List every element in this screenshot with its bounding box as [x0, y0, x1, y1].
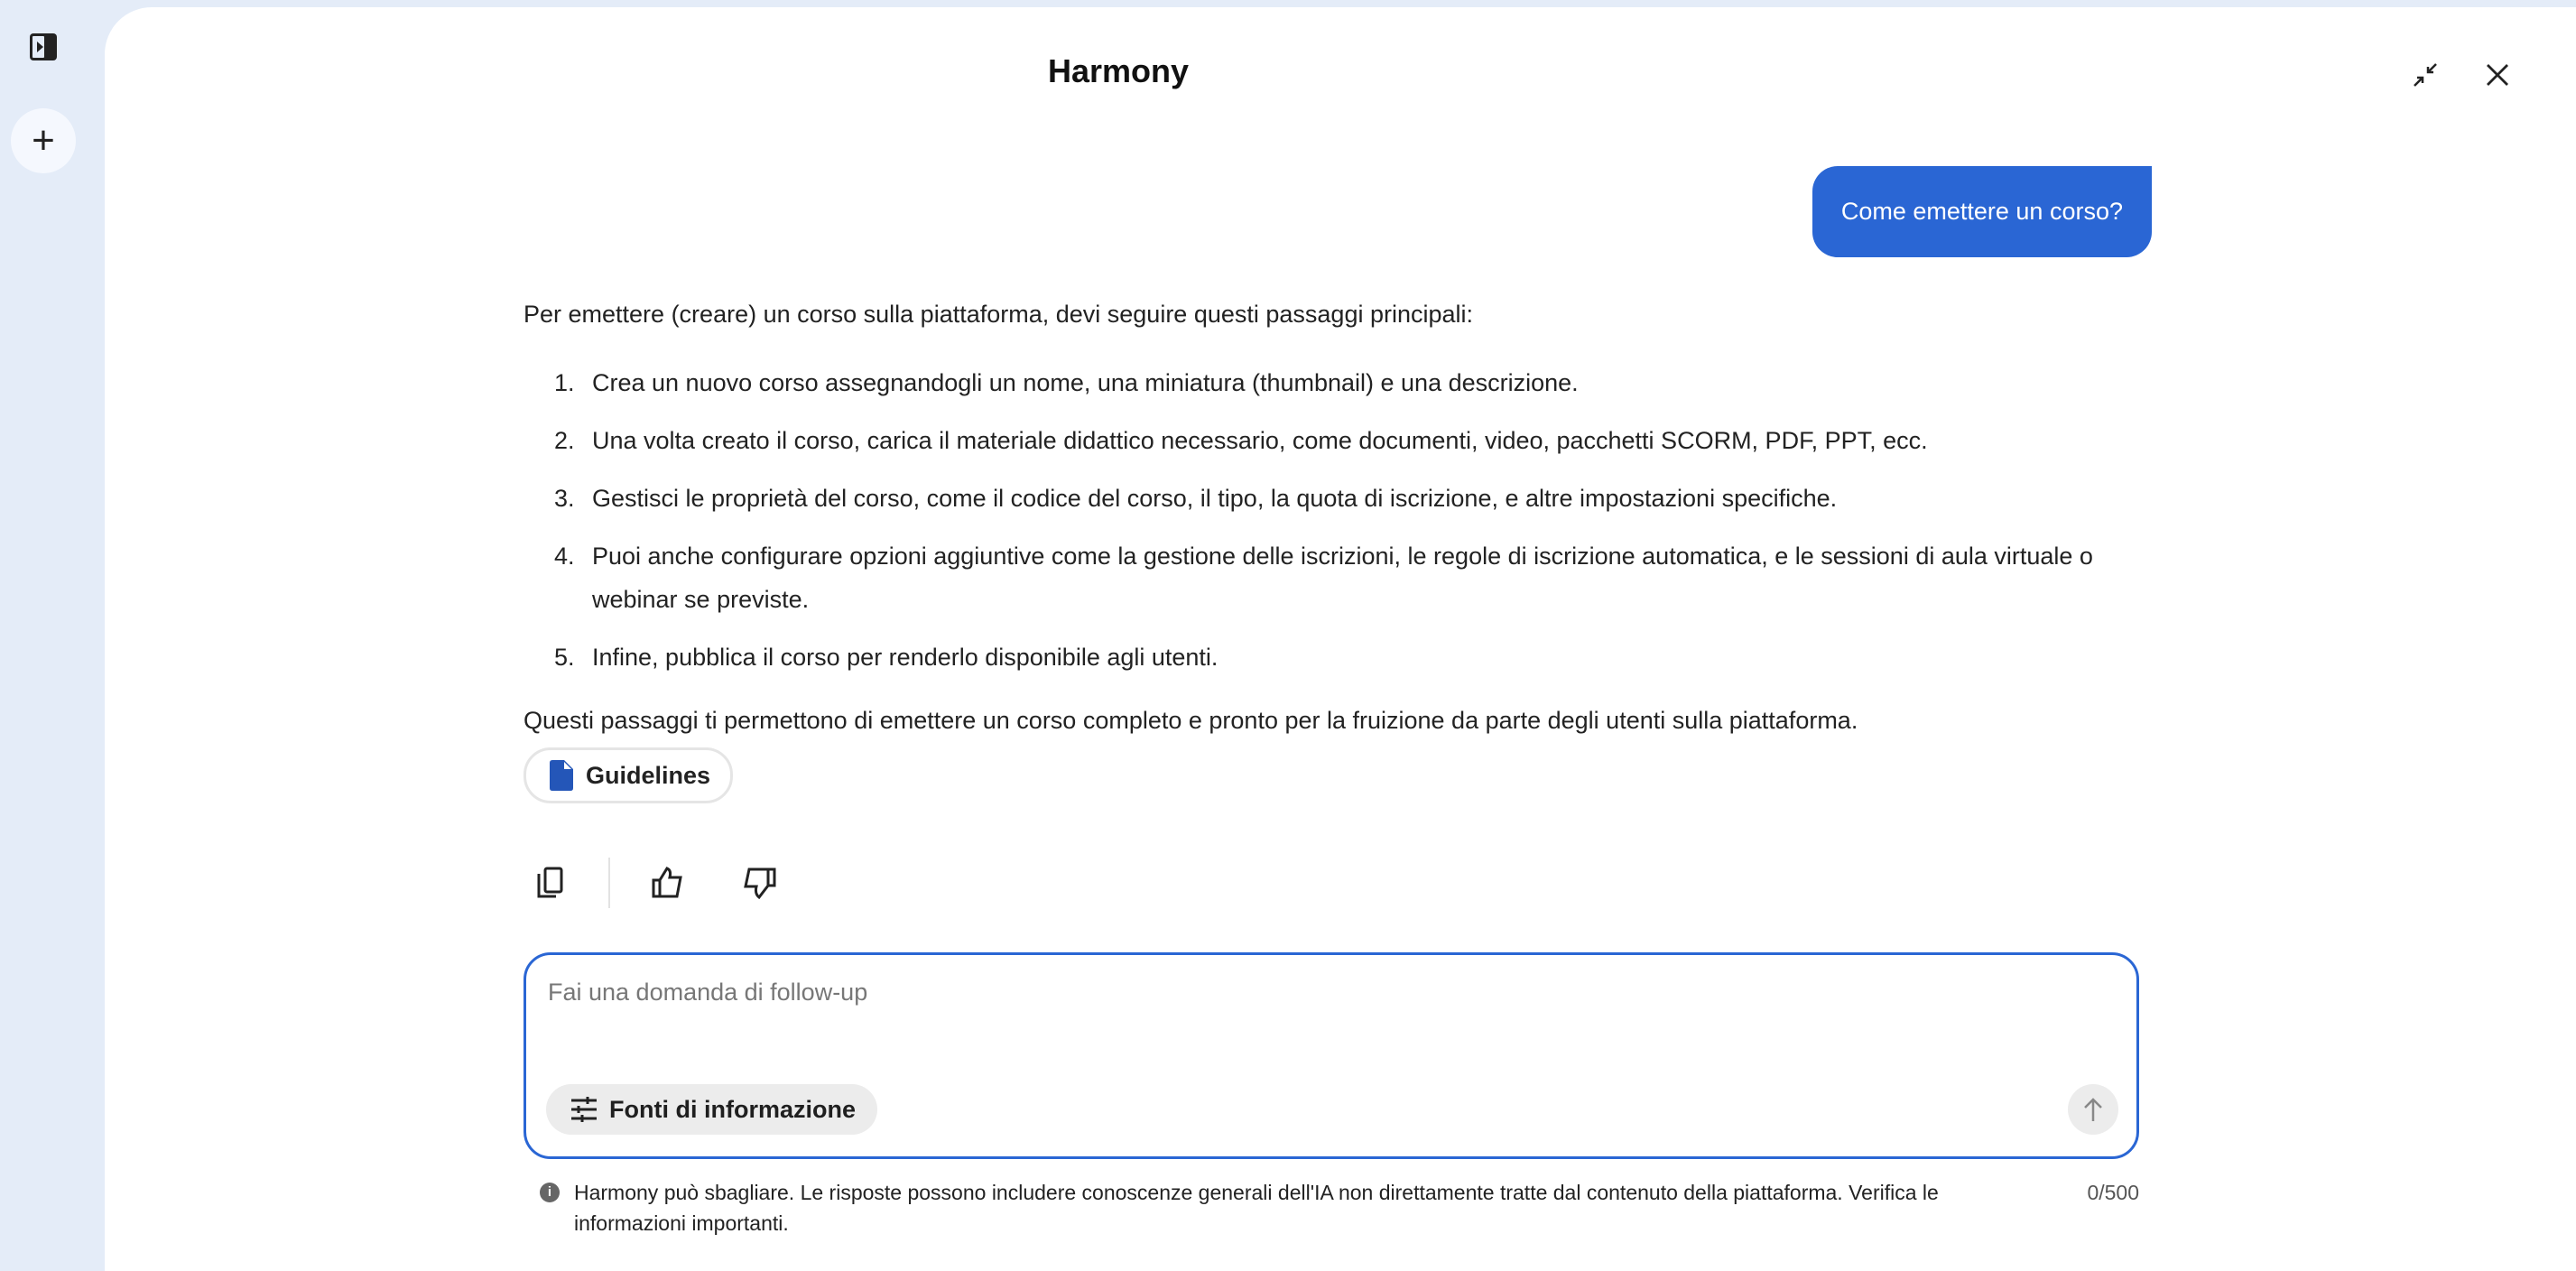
- thumbs-down-icon: [744, 867, 776, 899]
- new-chat-button[interactable]: [11, 108, 76, 173]
- user-message: Come emettere un corso?: [1812, 166, 2152, 257]
- minimize-button[interactable]: [2403, 52, 2448, 97]
- thumbs-up-button[interactable]: [641, 856, 695, 910]
- plus-icon: +: [32, 118, 55, 162]
- source-chip-label: Guidelines: [586, 762, 711, 789]
- assistant-answer: [524, 292, 2148, 804]
- copy-icon: [536, 867, 565, 899]
- thumbs-up-icon: [652, 867, 684, 899]
- document-icon: [550, 760, 573, 791]
- answer-actions: [524, 856, 787, 910]
- character-counter: 0/500: [2087, 1181, 2139, 1204]
- sources-button-label: Fonti di informazione: [609, 1095, 856, 1123]
- copy-button[interactable]: [524, 856, 578, 910]
- disclaimer-text: Harmony può sbagliare. Le risposte possono includere conoscenze generali dell'IA non direttamente tratte dal contenuto della piattaforma. Verifica le informazioni importanti.: [574, 1181, 1939, 1235]
- steps-list: [524, 361, 2148, 679]
- source-chip-guidelines[interactable]: [524, 747, 733, 803]
- close-button[interactable]: [2475, 52, 2520, 97]
- page-title: Harmony: [1047, 52, 1190, 89]
- divider: [608, 858, 610, 908]
- list-item: 5. Infine, pubblica il corso per renderlo disponibile agli utenti.: [581, 636, 2148, 679]
- arrow-up-icon: [2082, 1097, 2104, 1122]
- sliders-icon: [570, 1096, 598, 1123]
- thumbs-down-button[interactable]: [733, 856, 787, 910]
- answer-intro: Per emettere (creare) un corso sulla piattaforma, devi seguire questi passaggi principali:: [524, 301, 1474, 328]
- info-icon: i: [540, 1183, 560, 1202]
- list-item: 3. Gestisci le proprietà del corso, come il codice del corso, il tipo, la quota di iscrizione, e altre impostazioni specifiche.: [581, 477, 2148, 520]
- follow-up-input[interactable]: [546, 977, 2084, 1034]
- sources-button[interactable]: [546, 1084, 877, 1135]
- answer-outro: Questi passaggi ti permettono di emettere un corso completo e pronto per la fruizione da parte degli utenti sulla piattaforma.: [524, 707, 1858, 734]
- chat-panel: [105, 7, 2576, 1271]
- close-icon: [2486, 63, 2509, 87]
- sidebar-toggle-icon[interactable]: [30, 33, 57, 60]
- send-button[interactable]: [2068, 1084, 2118, 1135]
- list-item: 2. Una volta creato il corso, carica il materiale didattico necessario, come documenti, video, pacchetti SCORM, PDF, PPT, ecc.: [581, 419, 2148, 462]
- follow-up-composer: [524, 952, 2139, 1159]
- list-item: 4. Puoi anche configurare opzioni aggiuntive come la gestione delle iscrizioni, le regole di iscrizione automatica, e le sessioni di aula virtuale o webinar se previste.: [581, 534, 2148, 621]
- list-item: 1. Crea un nuovo corso assegnandogli un nome, una miniatura (thumbnail) e una descrizione.: [581, 361, 2148, 404]
- minimize-icon: [2411, 60, 2440, 89]
